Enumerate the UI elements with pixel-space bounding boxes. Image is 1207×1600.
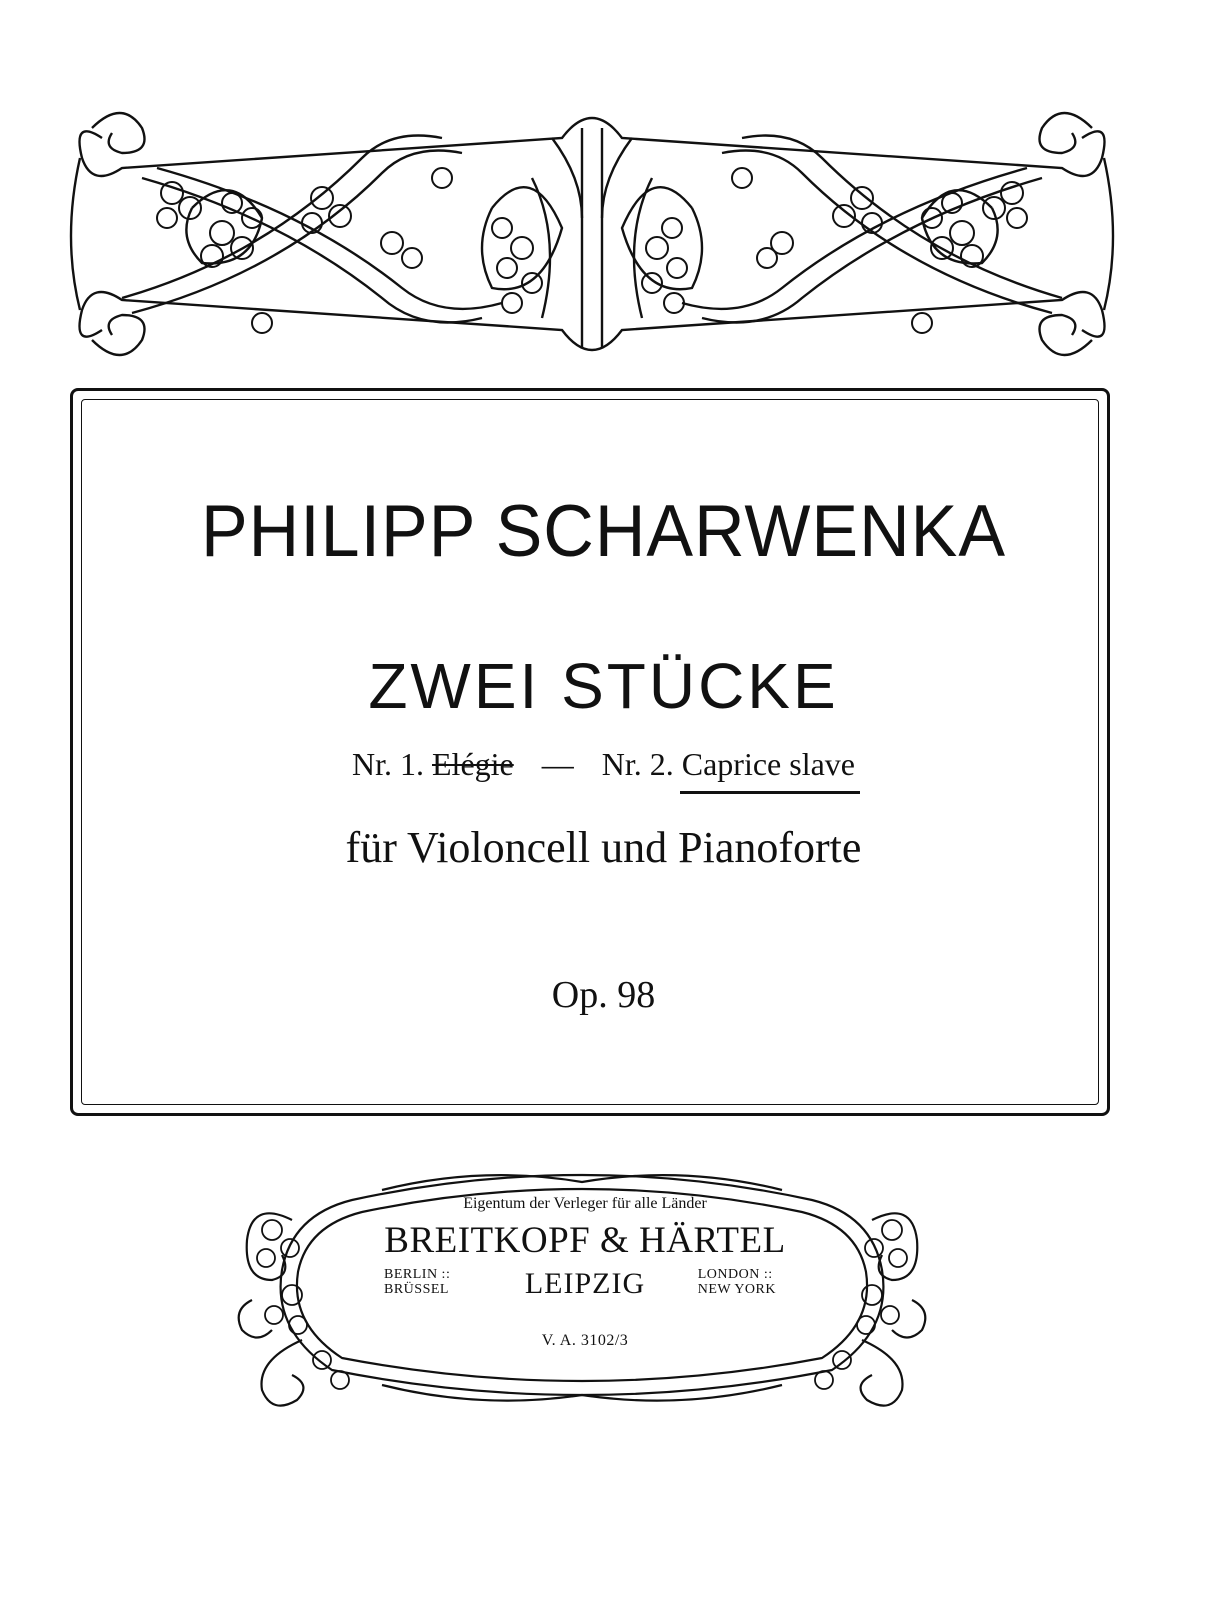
publisher-name: BREITKOPF & HÄRTEL [384, 1220, 786, 1261]
city-leipzig: LEIPZIG [524, 1267, 646, 1300]
top-ornament-banner [62, 98, 1122, 370]
publisher-cities-right [698, 1267, 776, 1297]
opus-number: Op. 98 [551, 974, 656, 1016]
composer-name: PHILIPP SCHARWENKA [200, 490, 1007, 572]
publisher-cities-row [360, 1265, 810, 1309]
city-new-york: NEW YORK [697, 1282, 776, 1297]
publisher-rights-notice: Eigentum der Verleger für alle Länder [463, 1195, 707, 1212]
city-london: LONDON :: [697, 1267, 773, 1282]
work-title: ZWEI STÜCKE [368, 650, 839, 722]
piece-1-title: Elégie [432, 746, 514, 782]
piece-2-label: Nr. 2. [601, 746, 674, 782]
publisher-imprint [360, 1196, 810, 1349]
piece-2-title: Caprice slave [681, 746, 855, 782]
piece-1-label: Nr. 1. [352, 746, 424, 782]
instrumentation: für Violoncell und Pianoforte [345, 823, 862, 872]
handwritten-underline [680, 791, 860, 794]
city-brussel: BRÜSSEL [384, 1282, 449, 1297]
piece-separator: — [541, 746, 574, 782]
city-berlin: BERLIN :: [384, 1267, 451, 1282]
piece-list [0, 748, 1207, 780]
plate-number: V. A. 3102/3 [541, 1332, 629, 1349]
